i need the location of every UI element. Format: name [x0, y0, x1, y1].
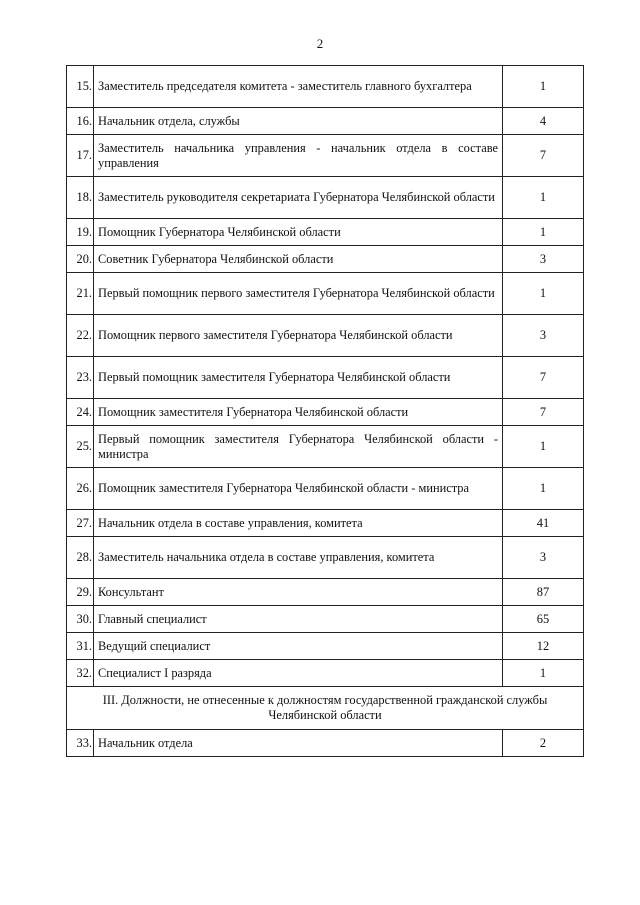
position-name: Заместитель начальника отдела в составе управления, комитета — [94, 537, 503, 579]
position-name: Заместитель начальника управления - начальник отдела в составе управления — [94, 135, 503, 177]
position-count: 65 — [503, 606, 584, 633]
position-name: Помощник заместителя Губернатора Челябинской области - министра — [94, 468, 503, 510]
table-row — [67, 273, 584, 315]
position-count: 3 — [503, 537, 584, 579]
row-number: 26. — [67, 468, 94, 510]
section-title: III. Должности, не отнесенные к должностям государственной гражданской службы Челябинской области — [67, 687, 584, 730]
table-row — [67, 177, 584, 219]
table-row — [67, 357, 584, 399]
position-name: Помощник первого заместителя Губернатора Челябинской области — [94, 315, 503, 357]
table-row — [67, 579, 584, 606]
position-count: 1 — [503, 219, 584, 246]
position-count: 7 — [503, 399, 584, 426]
position-name: Заместитель председателя комитета - заместитель главного бухгалтера — [94, 66, 503, 108]
row-number: 25. — [67, 426, 94, 468]
table-row — [67, 426, 584, 468]
table-row — [67, 606, 584, 633]
page-number: 2 — [316, 36, 324, 51]
position-name: Первый помощник первого заместителя Губернатора Челябинской области — [94, 273, 503, 315]
row-number: 30. — [67, 606, 94, 633]
position-count: 41 — [503, 510, 584, 537]
position-name: Главный специалист — [94, 606, 503, 633]
row-number: 28. — [67, 537, 94, 579]
position-name: Заместитель руководителя секретариата Губернатора Челябинской области — [94, 177, 503, 219]
position-name: Специалист I разряда — [94, 660, 503, 687]
position-count: 1 — [503, 66, 584, 108]
position-name: Первый помощник заместителя Губернатора Челябинской области — [94, 357, 503, 399]
row-number: 20. — [67, 246, 94, 273]
position-name: Ведущий специалист — [94, 633, 503, 660]
row-number: 32. — [67, 660, 94, 687]
position-count: 87 — [503, 579, 584, 606]
row-number: 22. — [67, 315, 94, 357]
position-count: 1 — [503, 468, 584, 510]
position-count: 2 — [503, 730, 584, 757]
position-name: Первый помощник заместителя Губернатора Челябинской области - министра — [94, 426, 503, 468]
position-name: Советник Губернатора Челябинской области — [94, 246, 503, 273]
row-number: 33. — [67, 730, 94, 757]
position-count: 7 — [503, 135, 584, 177]
position-count: 3 — [503, 246, 584, 273]
position-count: 1 — [503, 177, 584, 219]
table-row — [67, 108, 584, 135]
position-name: Начальник отдела — [94, 730, 503, 757]
position-count: 7 — [503, 357, 584, 399]
row-number: 27. — [67, 510, 94, 537]
table-row — [67, 468, 584, 510]
row-number: 24. — [67, 399, 94, 426]
row-number: 19. — [67, 219, 94, 246]
position-name: Помощник заместителя Губернатора Челябинской области — [94, 399, 503, 426]
table-row — [67, 315, 584, 357]
position-count: 1 — [503, 426, 584, 468]
table-row — [67, 660, 584, 687]
table-row — [67, 537, 584, 579]
position-name: Помощник Губернатора Челябинской области — [94, 219, 503, 246]
table-row — [67, 633, 584, 660]
position-count: 12 — [503, 633, 584, 660]
table-row — [67, 66, 584, 108]
row-number: 17. — [67, 135, 94, 177]
position-count: 3 — [503, 315, 584, 357]
position-name: Начальник отдела, службы — [94, 108, 503, 135]
row-number: 15. — [67, 66, 94, 108]
table-row — [67, 730, 584, 757]
section-header-row — [67, 687, 584, 730]
position-count: 1 — [503, 273, 584, 315]
position-count: 1 — [503, 660, 584, 687]
row-number: 23. — [67, 357, 94, 399]
table-row — [67, 135, 584, 177]
row-number: 16. — [67, 108, 94, 135]
table-row — [67, 246, 584, 273]
table-row — [67, 510, 584, 537]
position-name: Консультант — [94, 579, 503, 606]
row-number: 18. — [67, 177, 94, 219]
positions-table — [66, 65, 584, 757]
position-name: Начальник отдела в составе управления, комитета — [94, 510, 503, 537]
table-row — [67, 219, 584, 246]
position-count: 4 — [503, 108, 584, 135]
row-number: 29. — [67, 579, 94, 606]
row-number: 21. — [67, 273, 94, 315]
row-number: 31. — [67, 633, 94, 660]
table-row — [67, 399, 584, 426]
